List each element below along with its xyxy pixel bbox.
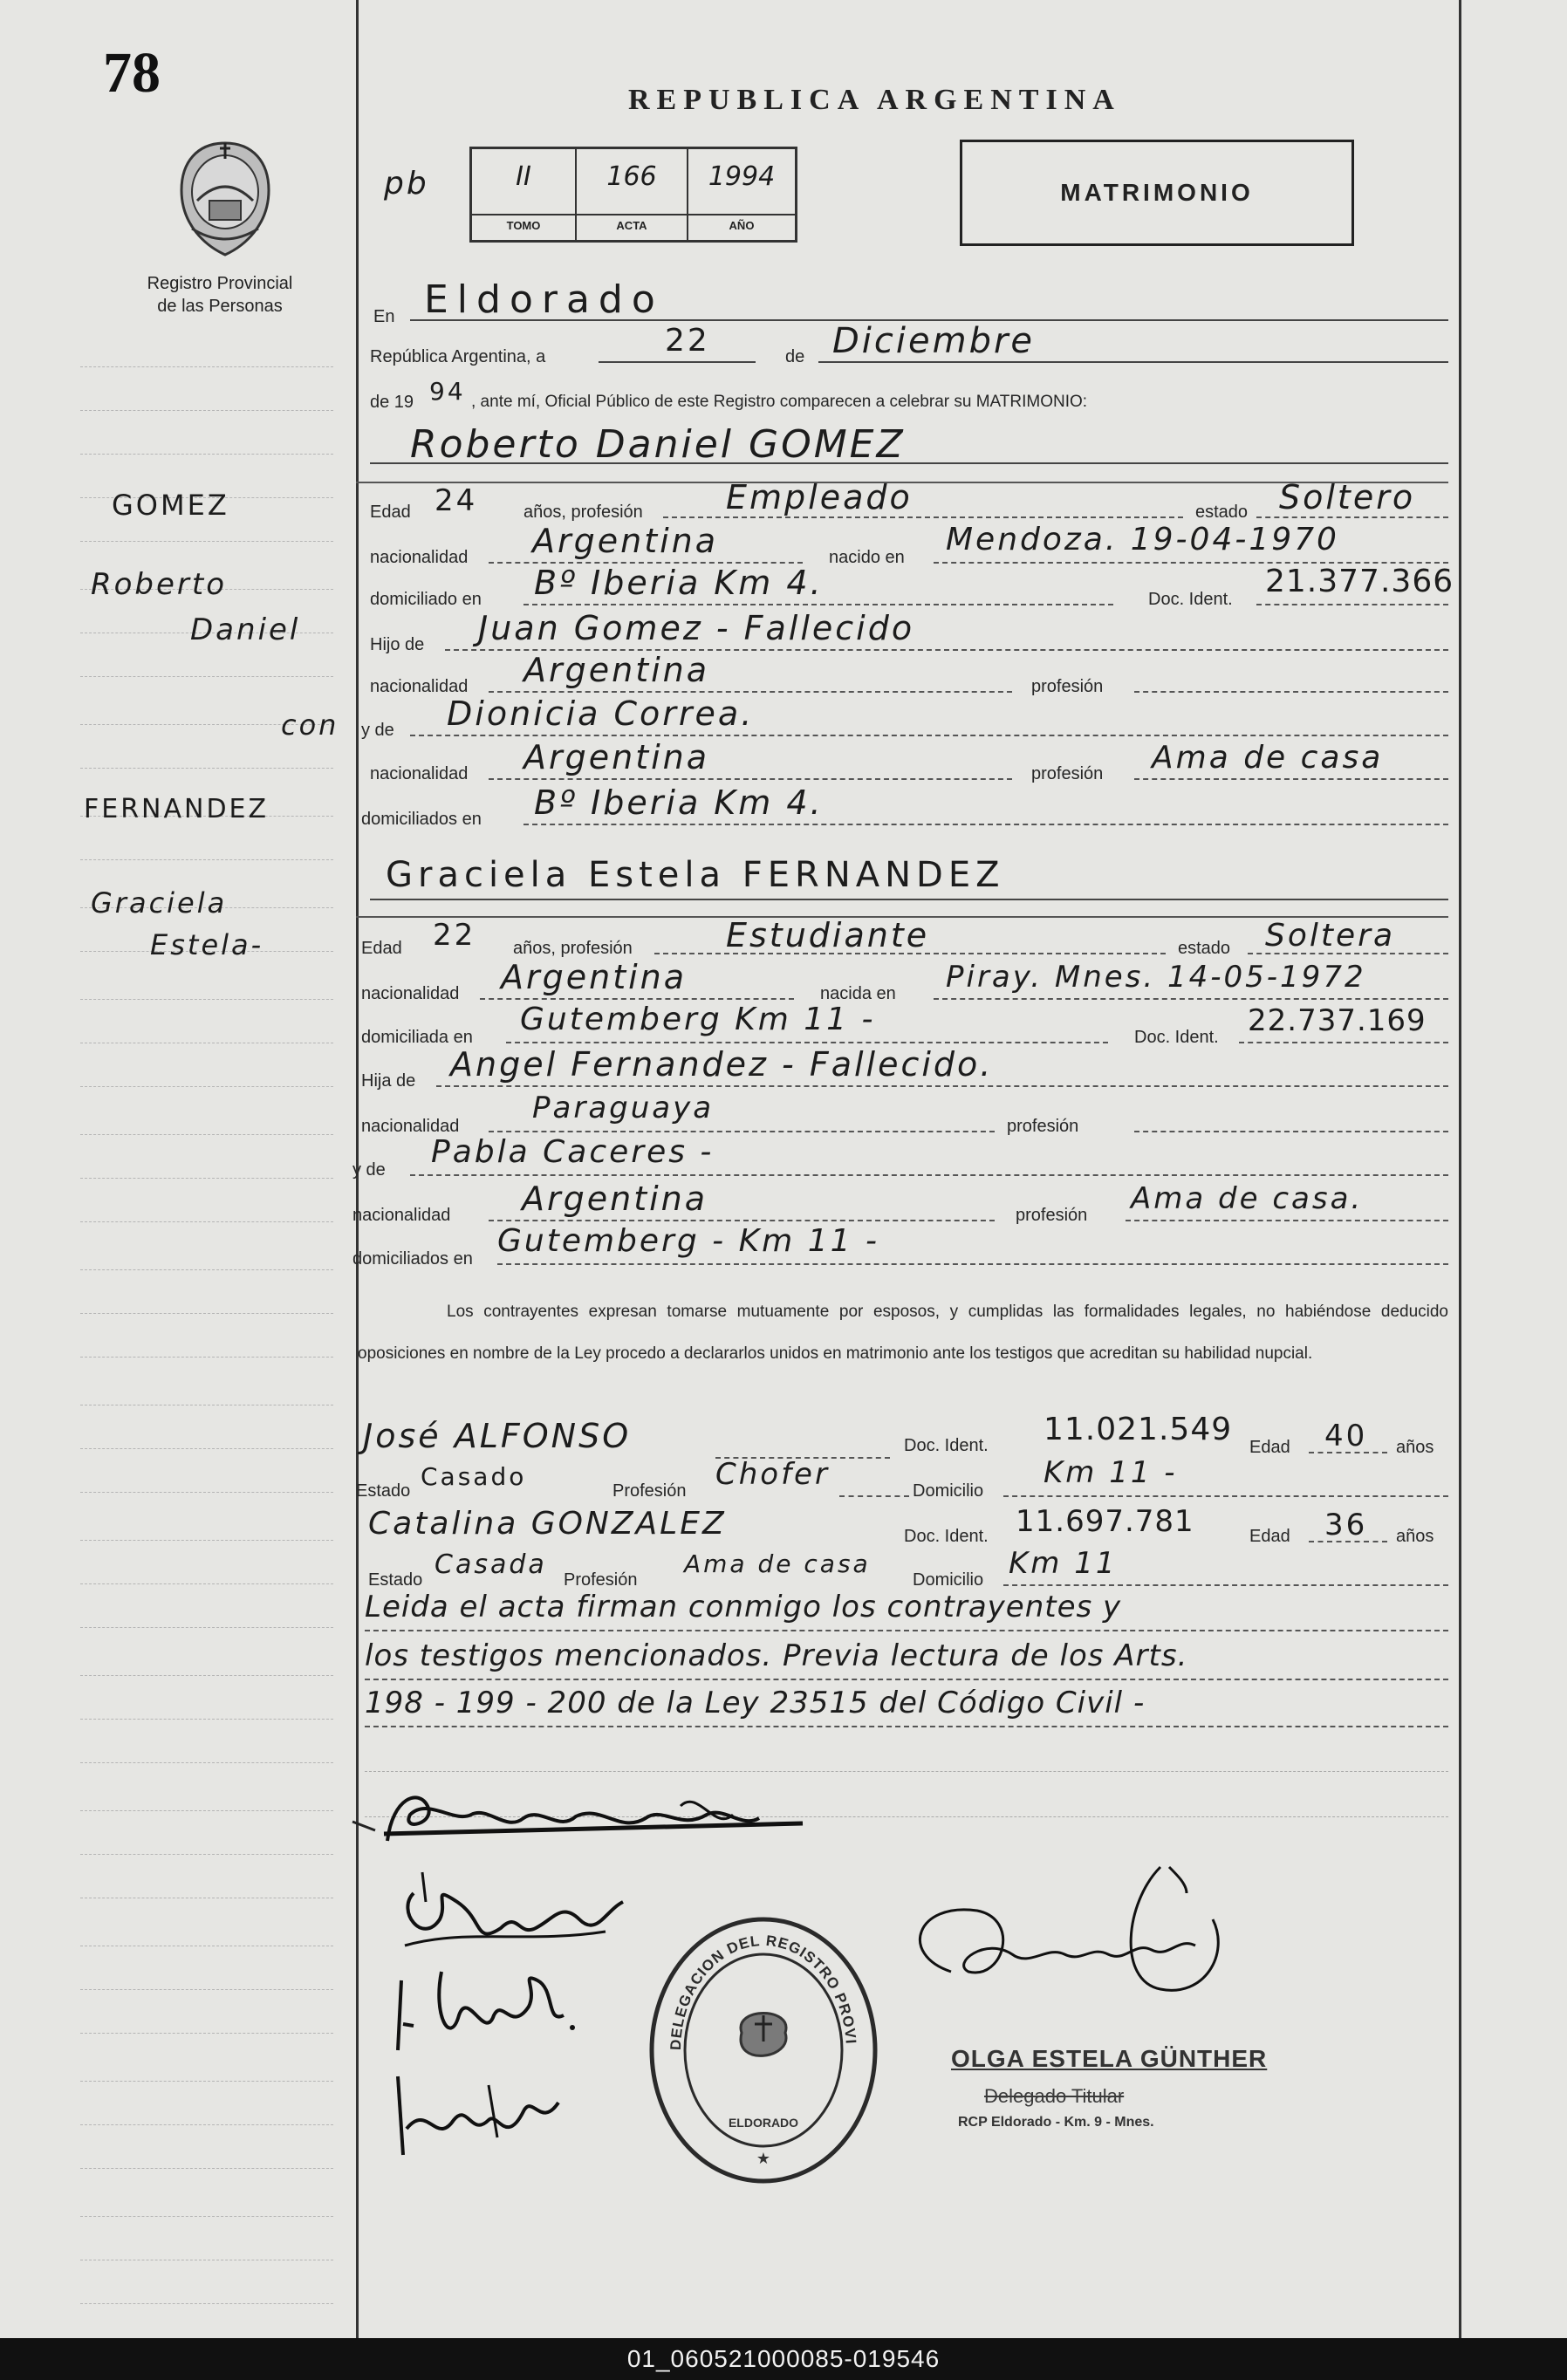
witness2-status: Casada [435, 1549, 547, 1580]
svg-text:★: ★ [756, 2150, 771, 2168]
record-tomo: II [516, 161, 531, 192]
label-profesion-witness2: Profesión [564, 1570, 638, 1590]
bride-age: 22 [433, 918, 476, 953]
label-profesion-groom: años, profesión [523, 503, 643, 522]
official-stamp [646, 1911, 881, 2190]
record-box [469, 147, 797, 243]
label-doc-groom: Doc. Ident. [1148, 590, 1233, 609]
label-nacionalidad-father: nacionalidad [370, 677, 469, 696]
margin-note-middlename-bride: Estela- [150, 928, 264, 961]
label-y-de-bride: y de [352, 1160, 386, 1180]
signature-witness1-icon [389, 1963, 599, 2059]
label-profesion-bride-father: profesión [1007, 1117, 1079, 1136]
label-profesion-mother: profesión [1031, 764, 1104, 783]
label-domicilio-witness2: Domicilio [913, 1570, 984, 1590]
label-hija-de: Hija de [361, 1071, 416, 1091]
witness2-name: Catalina GONZALEZ [368, 1506, 727, 1542]
month: Diciembre [832, 321, 1036, 361]
signature-bride-icon [387, 1867, 632, 1963]
label-edad-witness2: Edad [1249, 1527, 1290, 1546]
label-profesion-witness1: Profesión [612, 1481, 687, 1501]
label-estado-groom: estado [1195, 503, 1249, 522]
label-nacionalidad-bride-father: nacionalidad [361, 1117, 460, 1136]
label-y-de: y de [361, 721, 394, 740]
label-profesion-bride-mother: profesión [1016, 1206, 1088, 1225]
official-place: RCP Eldorado - Km. 9 - Mnes. [958, 2115, 1154, 2130]
groom-father: Juan Gomez - Fallecido [478, 609, 915, 647]
right-edge-rule [1459, 0, 1461, 2338]
country-title: REPUBLICA ARGENTINA [628, 84, 1121, 116]
groom-mother-profession: Ama de casa [1152, 740, 1384, 776]
record-acta-label: ACTA [616, 219, 647, 232]
registry-name [98, 272, 342, 318]
label-nacido-en: nacido en [829, 548, 905, 567]
margin-note-firstname-bride: Graciela [91, 886, 228, 920]
bride-mother-nationality: Argentina [522, 1180, 708, 1218]
groom-profession: Empleado [726, 478, 913, 516]
bride-father-nationality: Paraguaya [532, 1091, 715, 1125]
witness1-profession: Chofer [715, 1457, 830, 1492]
label-domicilio-witness1: Domicilio [913, 1481, 984, 1501]
groom-address: Bº Iberia Km 4. [534, 564, 824, 602]
margin-note-surname-bride: FERNANDEZ [84, 794, 270, 824]
bride-profession: Estudiante [726, 916, 930, 954]
label-edad-groom: Edad [370, 503, 411, 522]
label-estado-bride: estado [1178, 939, 1231, 958]
label-profesion-bride: años, profesión [513, 939, 633, 958]
bride-birth: Piray. Mnes. 14-05-1972 [946, 960, 1366, 995]
label-de: de [785, 347, 805, 366]
label-nacionalidad-groom: nacionalidad [370, 548, 469, 567]
year-suffix: 94 [429, 377, 466, 406]
bride-full-name: Graciela Estela FERNANDEZ [386, 855, 1005, 895]
registry-line-2: de las Personas [157, 297, 283, 316]
official-name: OLGA ESTELA GÜNTHER [951, 2045, 1268, 2072]
day: 22 [665, 323, 710, 359]
groom-father-nationality: Argentina [523, 651, 710, 689]
margin-note-surname-groom: GOMEZ [112, 489, 229, 522]
document-type: MATRIMONIO [1060, 179, 1254, 206]
bride-nationality: Argentina [501, 958, 688, 996]
registry-line-1: Registro Provincial [147, 274, 293, 293]
signature-witness2-icon [384, 2068, 576, 2164]
groom-mother: Dionicia Correa. [447, 694, 755, 733]
margin-note-firstname-groom: Roberto [91, 567, 228, 602]
label-doc-bride: Doc. Ident. [1134, 1028, 1219, 1047]
label-republica: República Argentina, a [370, 347, 546, 366]
witness1-doc: 11.021.549 [1044, 1412, 1233, 1447]
witness1-address: Km 11 - [1044, 1455, 1178, 1490]
witness1-age: 40 [1324, 1419, 1368, 1453]
margin-note-middlename-groom: Daniel [190, 612, 301, 647]
label-hijo-de: Hijo de [370, 635, 425, 654]
declaration-text: Los contrayentes expresan tomarse mutuamente por esposos, y cumplidas las formalidades legales, no habiéndose deducido oposiciones en nombre de la Ley procedo a declararlos unidos en matrimonio ante los testigos que acreditan su habilidad nupcial. [358, 1303, 1448, 1363]
groom-parents-address: Bº Iberia Km 4. [534, 783, 824, 822]
label-nacionalidad-mother: nacionalidad [370, 764, 469, 783]
witness2-doc: 11.697.781 [1016, 1504, 1194, 1539]
label-nacionalidad-bride-mother: nacionalidad [352, 1206, 451, 1225]
record-anio: 1994 [708, 161, 776, 192]
groom-nationality: Argentina [532, 522, 719, 560]
label-estado-witness2: Estado [368, 1570, 423, 1590]
bride-doc: 22.737.169 [1248, 1003, 1427, 1038]
document-type-box [960, 140, 1354, 246]
official-title: Delegado Titular [984, 2085, 1125, 2107]
groom-status: Soltero [1279, 478, 1416, 516]
image-id-footer: 01_060521000085-019546 [0, 2338, 1567, 2380]
label-domiciliado-en: domiciliado en [370, 590, 482, 609]
witness2-address: Km 11 [1009, 1546, 1118, 1581]
signature-official-icon [899, 1850, 1265, 2024]
record-prefix: pb [384, 166, 429, 202]
stamp-city: ELDORADO [728, 2116, 799, 2130]
label-anos-witness1: años [1396, 1438, 1434, 1457]
margin-note-con: con [281, 708, 339, 742]
label-nacida-en: nacida en [820, 984, 896, 1003]
label-estado-witness1: Estado [356, 1481, 411, 1501]
place: Eldorado [424, 277, 664, 322]
label-ante: , ante mí, Oficial Público de este Registro comparecen a celebrar su MATRIMONIO: [471, 393, 1088, 411]
bride-mother-profession: Ama de casa. [1131, 1181, 1364, 1216]
label-doc-witness2: Doc. Ident. [904, 1527, 989, 1546]
bride-parents-address: Gutemberg - Km 11 - [497, 1223, 879, 1259]
label-domiciliados-en-groom: domiciliados en [361, 810, 482, 829]
witness1-name: José ALFONSO [363, 1417, 632, 1455]
label-profesion-father: profesión [1031, 677, 1104, 696]
witness2-profession: Ama de casa [684, 1549, 871, 1578]
bride-mother: Pabla Caceres - [431, 1134, 715, 1170]
signature-groom-icon [349, 1780, 820, 1858]
groom-full-name: Roberto Daniel GOMEZ [410, 422, 906, 467]
label-anos-witness2: años [1396, 1527, 1434, 1546]
label-domiciliados-en-bride: domiciliados en [352, 1249, 473, 1269]
label-doc-witness1: Doc. Ident. [904, 1436, 989, 1455]
note-line-1: Leida el acta firman conmigo los contrayentes y [365, 1590, 1122, 1624]
label-nacionalidad-bride: nacionalidad [361, 984, 460, 1003]
label-edad-bride: Edad [361, 939, 402, 958]
groom-doc: 21.377.366 [1265, 564, 1454, 599]
label-en: En [373, 307, 395, 326]
groom-age: 24 [435, 483, 478, 518]
groom-birth: Mendoza. 19-04-1970 [946, 522, 1339, 557]
note-line-3: 198 - 199 - 200 de la Ley 23515 del Código Civil - [365, 1686, 1146, 1720]
groom-mother-nationality: Argentina [523, 738, 710, 776]
witness1-status: Casado [421, 1462, 527, 1491]
record-anio-label: AÑO [729, 219, 755, 232]
note-line-2: los testigos mencionados. Previa lectura de los Arts. [365, 1638, 1188, 1673]
stamp-text: DELEGACION DEL REGISTRO PROVI [667, 1932, 859, 2051]
page-number: 78 [103, 41, 161, 105]
record-acta: 166 [606, 161, 657, 192]
coat-of-arms-icon [171, 138, 279, 260]
record-tomo-label: TOMO [506, 219, 541, 232]
label-domiciliada-en: domiciliada en [361, 1028, 473, 1047]
bride-address: Gutemberg Km 11 - [520, 1002, 876, 1037]
bride-father: Angel Fernandez - Fallecido. [450, 1045, 994, 1084]
witness2-age: 36 [1324, 1508, 1368, 1542]
label-de-19: de 19 [370, 393, 414, 412]
bride-status: Soltera [1265, 918, 1396, 954]
label-edad-witness1: Edad [1249, 1438, 1290, 1457]
